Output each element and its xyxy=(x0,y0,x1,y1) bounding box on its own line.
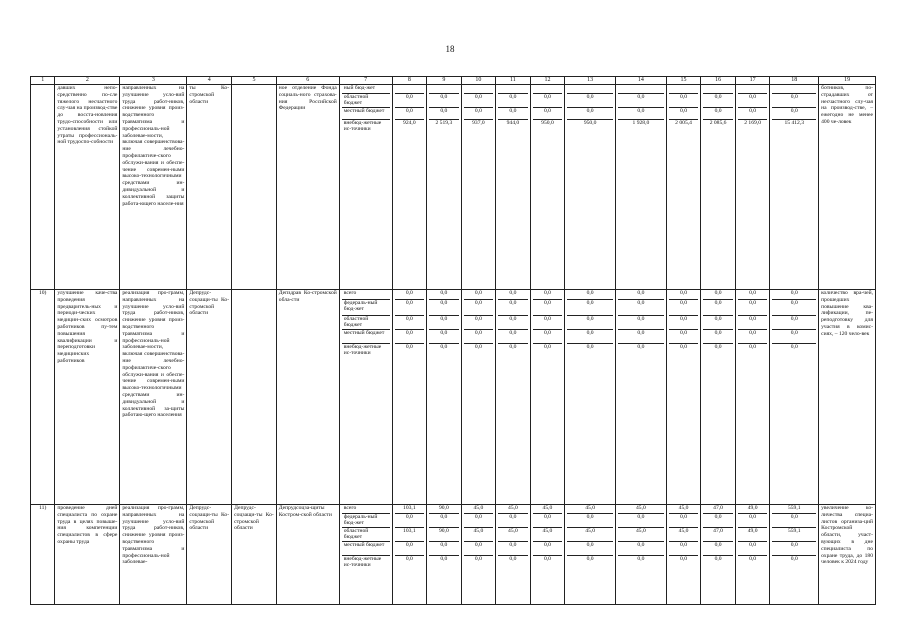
co-executor: Депрудс-соцзащи-ты Ко-стромской области xyxy=(232,505,277,605)
header-cell: 19 xyxy=(819,77,876,85)
funding-value: 103,1 xyxy=(395,527,425,541)
funding-value: 2 169,0 xyxy=(744,119,761,126)
funding-source-cell xyxy=(339,85,392,290)
funding-value: 2 005,4 xyxy=(675,119,692,126)
row-number xyxy=(31,85,55,290)
expected-result: количество вра-чей, прошедших повышение ква-лификации, пе-реподготовку для участия в комис-сиях, – 120 чело-век xyxy=(819,290,876,505)
funding-value: 0,0 xyxy=(703,315,733,329)
funding-value: 950,0 xyxy=(583,119,597,126)
funding-value: 0,0 xyxy=(543,555,551,562)
funding-value: 0,0 xyxy=(586,343,594,350)
year-value-cell xyxy=(392,85,427,290)
funding-value: 0,0 xyxy=(714,343,722,350)
funding-value: 0,0 xyxy=(738,299,768,315)
event-goal: реализация про-грамм, направленных на улучшение усло-вий труда работ-ников, снижение уровня произ-водственного травматизма и профессиональ-ной заболевае-мости, включая совершенствова-ние лечебно-профилактиче-ского обслужи-вания и обеспе-чение современ-ными высоко-технологичными средствами ин-дивидуальной и коллективной за-щиты работаю-щего населения xyxy=(120,290,187,505)
funding-value: 0,0 xyxy=(703,329,733,343)
funding-value: 45,0 xyxy=(533,505,563,513)
funding-value: 45,0 xyxy=(618,505,664,513)
funding-value: 0,0 xyxy=(429,315,459,329)
funding-value: 45,0 xyxy=(533,527,563,541)
funding-value: 0,0 xyxy=(464,315,494,329)
year-value-cell xyxy=(735,505,770,605)
year-value-cell xyxy=(666,85,701,290)
funding-value: 0,0 xyxy=(533,315,563,329)
year-value-cell xyxy=(427,290,462,505)
funding-value: 0,0 xyxy=(637,343,645,350)
row-number: 11) xyxy=(31,505,55,605)
funding-value: 0,0 xyxy=(669,107,699,119)
funding-value: 0,0 xyxy=(429,329,459,343)
funding-value: 937,0 xyxy=(472,119,485,126)
responsible-executor: Депрудс-соцзащи-ты Ко-стромской области xyxy=(187,505,232,605)
header-cell: 12 xyxy=(530,77,565,85)
funding-value: 0,0 xyxy=(498,329,528,343)
funding-value: 0,0 xyxy=(738,290,768,299)
header-cell: 10 xyxy=(461,77,496,85)
funding-source-cell xyxy=(339,505,392,605)
page-number: 18 xyxy=(445,44,455,54)
funding-value: 0,0 xyxy=(533,541,563,555)
funding-value: 0,0 xyxy=(395,329,425,343)
funding-value xyxy=(669,85,699,93)
funding-value: 0,0 xyxy=(567,329,613,343)
funding-value: 0,0 xyxy=(533,93,563,107)
funding-value: 0,0 xyxy=(533,513,563,527)
funding-source: ный бюд-жет xyxy=(342,85,390,93)
funding-value: 0,0 xyxy=(543,343,551,350)
funding-value: 0,0 xyxy=(738,541,768,555)
funding-value: 45,0 xyxy=(567,527,613,541)
funding-value: 0,0 xyxy=(772,541,816,555)
funding-value: 0,0 xyxy=(790,555,798,562)
funding-value: 49,0 xyxy=(738,527,768,541)
funding-value: 15 412,3 xyxy=(784,119,805,126)
funding-value: 0,0 xyxy=(618,329,664,343)
responsible-executor: Депрудс-соцзащи-ты Ко-стромской области xyxy=(187,290,232,505)
funding-value: 0,0 xyxy=(405,555,413,562)
funding-value: 0,0 xyxy=(533,329,563,343)
funding-value: 103,1 xyxy=(395,505,425,513)
year-value-cell xyxy=(530,85,565,290)
funding-value: 0,0 xyxy=(567,290,613,299)
event-name: давших непо-средственно по-сле тяжелого несчастного слу-чая на производ-стве до восста-новления трудо-способности или установления стойкой утраты профессиональ-ной трудоспо-собности xyxy=(55,85,120,290)
funding-source: всего xyxy=(342,505,390,513)
header-cell: 5 xyxy=(232,77,277,85)
funding-value: 49,0 xyxy=(738,505,768,513)
funding-value: 950,0 xyxy=(541,119,554,126)
funding-value: 0,0 xyxy=(680,555,688,562)
year-value-cell xyxy=(496,505,531,605)
funding-value: 0,0 xyxy=(669,315,699,329)
co-executor xyxy=(232,85,277,290)
funding-value: 0,0 xyxy=(498,299,528,315)
funding-value: 559,1 xyxy=(772,527,816,541)
funding-value: 0,0 xyxy=(429,299,459,315)
funding-value: 2 085,6 xyxy=(709,119,727,126)
funding-value: 0,0 xyxy=(395,541,425,555)
year-value-cell xyxy=(496,85,531,290)
funding-value: 0,0 xyxy=(669,329,699,343)
program-table xyxy=(30,76,876,605)
funding-value: 0,0 xyxy=(618,541,664,555)
funding-value: 0,0 xyxy=(703,541,733,555)
funding-value: 0,0 xyxy=(669,299,699,315)
event-name: улучшение каче-ства проведения предваритель-ных и периоди-ческих медицин-ских осмотров работников пу-тем повышения квалификации и переподготовки медицинских работников xyxy=(55,290,120,505)
funding-value: 0,0 xyxy=(738,107,768,119)
funding-value: 0,0 xyxy=(464,541,494,555)
funding-value: 1 928,0 xyxy=(632,119,650,126)
funding-source: областной бюджет xyxy=(342,527,390,541)
funding-value: 0,0 xyxy=(498,541,528,555)
funding-value: 47,0 xyxy=(703,527,733,541)
funding-value: 45,0 xyxy=(464,505,494,513)
funding-source: областной бюджет xyxy=(342,93,390,107)
funding-value: 0,0 xyxy=(395,513,425,527)
funding-value: 45,0 xyxy=(567,505,613,513)
funding-value xyxy=(498,85,528,93)
participant: Депздрав Ко-стромской обла-сти xyxy=(276,290,339,505)
funding-value: 0,0 xyxy=(567,541,613,555)
section-row xyxy=(31,505,876,605)
funding-value xyxy=(464,85,494,93)
funding-value: 0,0 xyxy=(772,299,816,315)
funding-value: 0,0 xyxy=(637,555,645,562)
year-value-cell xyxy=(392,290,427,505)
year-value-cell xyxy=(427,505,462,605)
funding-value: 0,0 xyxy=(772,93,816,107)
funding-value: 0,0 xyxy=(533,290,563,299)
funding-value: 0,0 xyxy=(586,555,594,562)
year-value-cell xyxy=(666,505,701,605)
year-value-cell xyxy=(770,290,819,505)
header-cell: 18 xyxy=(770,77,819,85)
funding-value: 0,0 xyxy=(618,107,664,119)
funding-value: 0,0 xyxy=(669,93,699,107)
funding-value: 0,0 xyxy=(749,343,757,350)
year-value-cell xyxy=(735,290,770,505)
section-row xyxy=(31,290,876,505)
funding-value: 0,0 xyxy=(749,555,757,562)
year-value-cell xyxy=(565,505,616,605)
funding-value: 0,0 xyxy=(714,555,722,562)
funding-value: 0,0 xyxy=(509,343,517,350)
year-value-cell xyxy=(461,85,496,290)
event-goal: направленных на улучшение усло-вий труда работ-ников, снижение уровня произ-водственного травматизма и профессиональ-ной заболевае-мости, включая совершенствова-ние лечебно-профилактиче-ского обслужи-вания и обеспе-чение современ-ными высоко-технологичными средствами ин-дивидуальной и коллективной защиты работа-ющего населе-ния xyxy=(120,85,187,290)
header-cell: 8 xyxy=(392,77,427,85)
year-value-cell xyxy=(427,85,462,290)
funding-value: 2 519,3 xyxy=(435,119,453,126)
year-value-cell xyxy=(392,505,427,605)
funding-value: 0,0 xyxy=(533,299,563,315)
funding-value xyxy=(703,85,733,93)
funding-value: 0,0 xyxy=(567,315,613,329)
funding-value: 0,0 xyxy=(405,343,413,350)
funding-value: 0,0 xyxy=(464,93,494,107)
funding-value: 0,0 xyxy=(498,315,528,329)
funding-value: 0,0 xyxy=(395,315,425,329)
funding-value: 45,0 xyxy=(669,505,699,513)
year-value-cell xyxy=(770,505,819,605)
year-value-cell xyxy=(530,290,565,505)
funding-value: 0,0 xyxy=(738,513,768,527)
funding-value: 0,0 xyxy=(395,290,425,299)
expected-result: увеличение ко-личества специа-листов организа-ций Костромской области, участ-вующих в дне специалиста по охране труда, до 180 человек к 2024 году xyxy=(819,505,876,605)
header-cell: 1 xyxy=(31,77,55,85)
header-cell: 6 xyxy=(276,77,339,85)
funding-value: 0,0 xyxy=(498,107,528,119)
funding-source-cell xyxy=(339,290,392,505)
funding-value xyxy=(429,85,459,93)
funding-value: 924,0 xyxy=(403,119,416,126)
header-cell: 9 xyxy=(427,77,462,85)
funding-value: 0,0 xyxy=(669,541,699,555)
funding-value: 0,0 xyxy=(703,299,733,315)
funding-source: федераль-ный бюд-жет xyxy=(342,299,390,315)
year-value-cell xyxy=(616,290,667,505)
funding-value: 0,0 xyxy=(440,555,448,562)
funding-value: 0,0 xyxy=(772,315,816,329)
year-value-cell xyxy=(770,85,819,290)
funding-value: 0,0 xyxy=(703,290,733,299)
header-cell: 3 xyxy=(120,77,187,85)
funding-value xyxy=(618,85,664,93)
funding-source: внебюд-жетные ис-точники xyxy=(343,555,382,568)
funding-value: 0,0 xyxy=(498,513,528,527)
year-value-cell xyxy=(701,505,736,605)
funding-value: 0,0 xyxy=(464,290,494,299)
funding-value: 0,0 xyxy=(429,93,459,107)
funding-value: 45,0 xyxy=(669,527,699,541)
funding-value: 0,0 xyxy=(772,513,816,527)
year-value-cell xyxy=(461,505,496,605)
funding-value: 0,0 xyxy=(429,107,459,119)
funding-value: 90,0 xyxy=(429,527,459,541)
funding-value: 0,0 xyxy=(440,343,448,350)
header-cell: 16 xyxy=(701,77,736,85)
funding-value xyxy=(772,85,816,93)
funding-value xyxy=(738,85,768,93)
year-value-cell xyxy=(565,290,616,505)
funding-value: 0,0 xyxy=(498,93,528,107)
funding-value: 0,0 xyxy=(474,343,482,350)
funding-value: 0,0 xyxy=(429,541,459,555)
header-row xyxy=(31,77,876,85)
funding-value: 0,0 xyxy=(703,93,733,107)
header-cell: 7 xyxy=(339,77,392,85)
funding-value: 0,0 xyxy=(669,513,699,527)
funding-value: 0,0 xyxy=(772,290,816,299)
year-value-cell xyxy=(666,290,701,505)
funding-value: 0,0 xyxy=(772,329,816,343)
funding-value: 0,0 xyxy=(618,513,664,527)
funding-value: 0,0 xyxy=(772,107,816,119)
funding-value: 0,0 xyxy=(395,299,425,315)
funding-value: 0,0 xyxy=(464,329,494,343)
year-value-cell xyxy=(496,290,531,505)
funding-source: всего xyxy=(342,290,390,299)
year-value-cell xyxy=(616,85,667,290)
funding-value: 0,0 xyxy=(464,299,494,315)
expected-result: ботников, по-страдавших от несчастного слу-чая на производ-стве, – ежегодно не менее 400 че-ловек xyxy=(819,85,876,290)
funding-value xyxy=(567,85,613,93)
funding-value: 0,0 xyxy=(429,290,459,299)
funding-source: местный бюджет xyxy=(342,541,390,555)
funding-value: 0,0 xyxy=(738,315,768,329)
funding-value: 90,0 xyxy=(429,505,459,513)
header-cell: 2 xyxy=(55,77,120,85)
funding-value: 0,0 xyxy=(395,107,425,119)
year-value-cell xyxy=(565,85,616,290)
funding-value: 45,0 xyxy=(618,527,664,541)
year-value-cell xyxy=(701,85,736,290)
funding-value: 0,0 xyxy=(464,107,494,119)
funding-source: местный бюджет xyxy=(342,107,390,119)
funding-source: областной бюджет xyxy=(342,315,390,329)
funding-value: 0,0 xyxy=(703,513,733,527)
funding-value: 0,0 xyxy=(738,329,768,343)
funding-value: 0,0 xyxy=(498,290,528,299)
participant: Депрудсоцза-щиты Костром-ской области xyxy=(276,505,339,605)
funding-value: 0,0 xyxy=(618,299,664,315)
header-cell: 14 xyxy=(616,77,667,85)
funding-value: 45,0 xyxy=(464,527,494,541)
header-cell: 13 xyxy=(565,77,616,85)
funding-value: 944,0 xyxy=(506,119,520,126)
funding-value: 0,0 xyxy=(618,290,664,299)
funding-source: внебюд-жетные ис-точники xyxy=(343,119,382,132)
header-cell: 11 xyxy=(496,77,531,85)
year-value-cell xyxy=(701,290,736,505)
funding-value: 559,1 xyxy=(772,505,816,513)
funding-value: 0,0 xyxy=(429,513,459,527)
funding-value: 0,0 xyxy=(703,107,733,119)
funding-value: 0,0 xyxy=(790,343,798,350)
funding-value: 0,0 xyxy=(618,93,664,107)
funding-value: 0,0 xyxy=(567,513,613,527)
funding-value: 0,0 xyxy=(533,107,563,119)
funding-value: 0,0 xyxy=(618,315,664,329)
header-cell: 4 xyxy=(187,77,232,85)
year-value-cell xyxy=(735,85,770,290)
participant: ное отделение Фонда социаль-ного страхова-ния Российской Федерации xyxy=(276,85,339,290)
funding-source: местный бюджет xyxy=(342,329,390,343)
event-goal: реализация про-грамм, направленных на улучшение усло-вий труда работ-ников, снижение уровня произ-водственного травматизма и профессиональ-ной заболевае- xyxy=(120,505,187,605)
row-number: 10) xyxy=(31,290,55,505)
header-cell: 15 xyxy=(666,77,701,85)
co-executor xyxy=(232,290,277,505)
funding-source: внебюд-жетные ис-точники xyxy=(343,343,382,356)
funding-source: федераль-ный бюд-жет xyxy=(342,513,390,527)
funding-value: 0,0 xyxy=(395,93,425,107)
funding-value: 0,0 xyxy=(738,93,768,107)
funding-value: 0,0 xyxy=(567,299,613,315)
funding-value: 0,0 xyxy=(669,290,699,299)
funding-value: 0,0 xyxy=(474,555,482,562)
year-value-cell xyxy=(461,290,496,505)
funding-value: 0,0 xyxy=(464,513,494,527)
funding-value: 0,0 xyxy=(567,107,613,119)
funding-value: 45,0 xyxy=(498,505,528,513)
funding-value xyxy=(533,85,563,93)
funding-value: 0,0 xyxy=(680,343,688,350)
funding-value xyxy=(395,85,425,93)
funding-value: 47,0 xyxy=(703,505,733,513)
event-name: проведение дней специалиста по охране труда в целях повыше-ния компетенции специалистов в сфере охраны труда xyxy=(55,505,120,605)
funding-value: 0,0 xyxy=(567,93,613,107)
responsible-executor: ты Ко-стромской области xyxy=(187,85,232,290)
year-value-cell xyxy=(616,505,667,605)
header-cell: 17 xyxy=(735,77,770,85)
funding-value: 45,0 xyxy=(498,527,528,541)
funding-value: 0,0 xyxy=(509,555,517,562)
year-value-cell xyxy=(530,505,565,605)
section-row xyxy=(31,85,876,290)
